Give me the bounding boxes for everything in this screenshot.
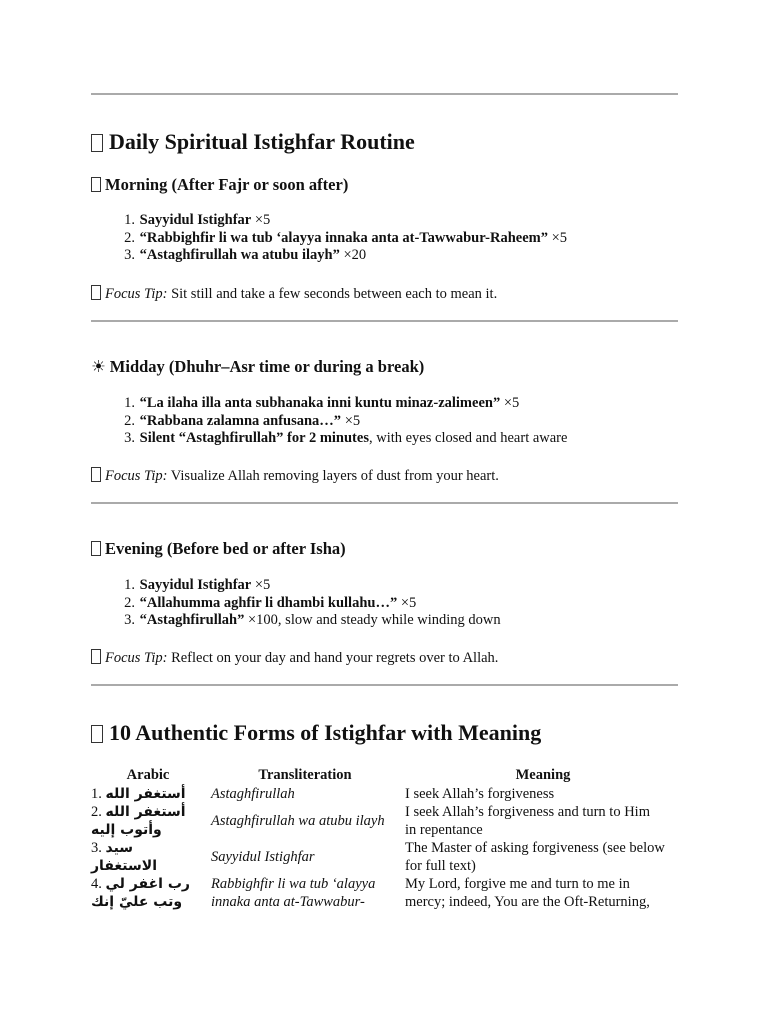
item-rest: ×5 [500, 395, 520, 411]
focus-tip-text: Sit still and take a few seconds between each to mean it. [167, 286, 498, 302]
arabic-text: أستغفر الله [105, 786, 186, 802]
transliteration-cell [208, 875, 402, 911]
item-number: 2. [124, 412, 135, 429]
item-bold: Sayyidul Istighfar [139, 212, 252, 228]
table-row [88, 839, 684, 875]
col-transliteration: Transliteration [258, 766, 352, 783]
list-item [91, 577, 501, 595]
midday-heading [91, 357, 424, 377]
routine-title [91, 129, 415, 155]
list-item [91, 230, 567, 248]
list-item [91, 212, 567, 230]
item-bold: “Astaghfirullah wa atubu ilayh” [139, 247, 340, 263]
item-number: 1. [124, 212, 135, 228]
missing-emoji-icon [91, 541, 101, 556]
arabic-text: الاستغفار [91, 858, 158, 874]
list-item [91, 612, 501, 630]
arabic-text: أستغفر الله [105, 804, 186, 820]
item-bold: Silent “Astaghfirullah” for 2 minutes [139, 430, 369, 446]
morning-focus-tip [91, 285, 497, 303]
missing-emoji-icon [91, 467, 101, 482]
divider [91, 320, 678, 322]
focus-tip-label: Focus Tip: [105, 286, 168, 302]
item-bold: “Rabbighfir li wa tub ‘alayya innaka anta at-Tawwabur-Raheem” [139, 229, 548, 246]
transliteration-cell: Sayyidul Istighfar [211, 849, 315, 865]
meaning-line: in repentance [405, 822, 483, 838]
missing-emoji-icon [91, 177, 101, 192]
item-bold: “Rabbana zalamna anfusana…” [139, 412, 342, 429]
table-row [88, 785, 684, 803]
arabic-text: وتب عليّ إنك [91, 894, 183, 910]
row-number: 4. [91, 876, 102, 892]
focus-tip-text: Visualize Allah removing layers of dust from your heart. [167, 468, 499, 484]
forms-title [91, 720, 541, 746]
item-rest: ×5 [341, 412, 361, 429]
morning-heading-text: Morning (After Fajr or soon after) [105, 175, 349, 194]
missing-emoji-icon [91, 134, 103, 152]
evening-focus-tip [91, 649, 498, 667]
midday-list [91, 395, 567, 448]
meaning-line: My Lord, forgive me and turn to me in [405, 876, 630, 892]
midday-heading-text: Midday (Dhuhr–Asr time or during a break) [109, 357, 425, 376]
item-number: 3. [124, 612, 135, 628]
item-number: 3. [124, 247, 135, 263]
focus-tip-label: Focus Tip: [105, 650, 168, 666]
item-rest: ×5 [251, 577, 271, 593]
morning-list [91, 212, 567, 265]
forms-title-text: 10 Authentic Forms of Istighfar with Meaning [109, 720, 542, 745]
row-number: 3. [91, 840, 102, 856]
item-rest: ×20 [339, 247, 367, 263]
col-arabic: Arabic [126, 766, 170, 783]
missing-emoji-icon [91, 649, 101, 664]
transliteration-line: Rabbighfir li wa tub ‘alayya [211, 876, 376, 892]
meaning-cell [402, 803, 684, 839]
arabic-cell [88, 839, 208, 875]
item-bold: “Allahumma aghfir li dhambi kullahu…” [139, 594, 398, 611]
list-item [91, 413, 567, 431]
midday-focus-tip [91, 467, 499, 485]
arabic-text: سيد [105, 840, 134, 856]
arabic-text: وأتوب إليه [91, 822, 162, 838]
item-bold: “Astaghfirullah” [139, 612, 245, 628]
transliteration-cell: Astaghfirullah [211, 786, 295, 802]
arabic-cell [88, 875, 208, 911]
transliteration-cell: Astaghfirullah wa atubu ilayh [211, 813, 385, 829]
evening-heading-text: Evening (Before bed or after Isha) [105, 539, 346, 558]
item-rest: , with eyes closed and heart aware [368, 430, 568, 446]
evening-heading [91, 539, 346, 559]
focus-tip-label: Focus Tip: [105, 468, 168, 484]
table-row [88, 875, 684, 911]
divider [91, 684, 678, 686]
meaning-line: The Master of asking forgiveness (see below [405, 840, 665, 856]
list-item [91, 247, 567, 265]
col-meaning: Meaning [515, 766, 571, 783]
missing-emoji-icon [91, 285, 101, 300]
meaning-line: I seek Allah’s forgiveness and turn to Him [405, 804, 650, 820]
arabic-cell [88, 803, 208, 839]
list-item [91, 395, 567, 413]
item-number: 2. [124, 594, 135, 611]
missing-emoji-icon [91, 725, 103, 743]
meaning-line: mercy; indeed, You are the Oft-Returning, [405, 894, 650, 910]
item-rest: ×100, slow and steady while winding down [244, 612, 501, 628]
item-rest: ×5 [397, 594, 417, 611]
arabic-cell [88, 785, 208, 803]
meaning-cell [402, 875, 684, 911]
item-number: 1. [124, 577, 135, 593]
divider [91, 502, 678, 504]
item-number: 2. [124, 229, 135, 246]
arabic-text: رب اغفر لي [105, 876, 190, 892]
transliteration-line: innaka anta at-Tawwabur- [211, 894, 365, 910]
focus-tip-text: Reflect on your day and hand your regrets over to Allah. [167, 650, 499, 666]
item-number: 1. [124, 395, 135, 411]
item-number: 3. [124, 430, 135, 446]
table-row [88, 803, 684, 839]
item-rest: ×5 [547, 229, 568, 246]
routine-title-text: Daily Spiritual Istighfar Routine [109, 129, 415, 154]
divider [91, 93, 678, 95]
meaning-cell [402, 839, 684, 875]
sun-icon: ☀ [91, 357, 106, 376]
list-item [91, 595, 501, 613]
meaning-cell: I seek Allah’s forgiveness [405, 786, 555, 802]
item-rest: ×5 [251, 212, 271, 228]
row-number: 2. [91, 804, 102, 820]
table-header-row [88, 765, 684, 785]
row-number: 1. [91, 786, 102, 802]
istighfar-forms-table [88, 765, 684, 911]
morning-heading [91, 175, 348, 195]
item-bold: “La ilaha illa anta subhanaka inni kuntu minaz-zalimeen” [139, 395, 501, 411]
list-item [91, 430, 567, 448]
item-bold: Sayyidul Istighfar [139, 577, 252, 593]
meaning-line: for full text) [405, 858, 476, 874]
evening-list [91, 577, 501, 630]
